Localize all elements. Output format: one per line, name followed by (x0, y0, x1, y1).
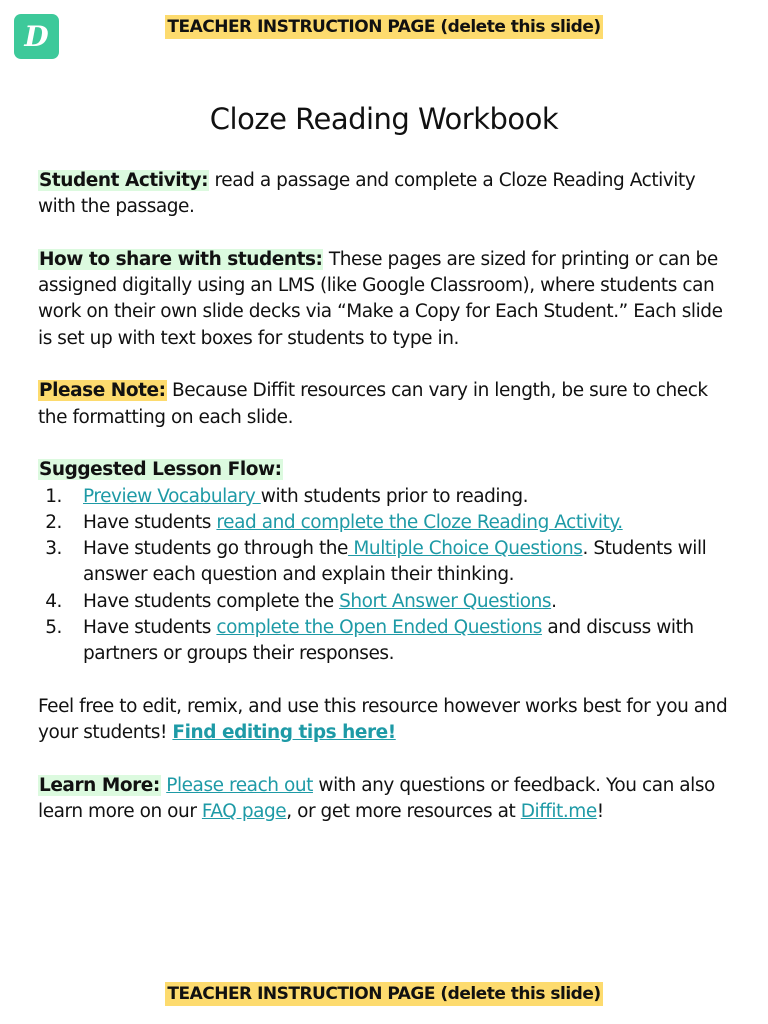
lesson-flow-list (38, 484, 738, 668)
list-item-text: and discuss with partners or groups their responses. (83, 617, 694, 665)
student-activity-text: read a passage and complete a Cloze Reading Activity with the passage. (38, 170, 696, 218)
list-item-number: 2. (45, 511, 62, 533)
list-item-number: 3. (45, 538, 62, 560)
list-item-text: . Students will answer each question and explain their thinking. (83, 538, 707, 586)
list-item-text: Have students complete the (83, 590, 340, 612)
list-item-number: 1. (45, 485, 62, 507)
page-title: Cloze Reading Workbook (209, 102, 559, 136)
lesson-flow-label: Suggested Lesson Flow: (39, 459, 282, 481)
multiple-choice-link[interactable]: Multiple Choice Questions (347, 538, 583, 560)
learn-more-text: , or get more resources at (286, 801, 521, 823)
preview-vocabulary-link[interactable]: Preview Vocabulary (83, 485, 261, 507)
list-item-number: 4. (45, 590, 62, 612)
list-item-text: . (551, 590, 557, 612)
list-item-text: Have students (83, 617, 217, 639)
list-item (38, 484, 738, 510)
learn-more-paragraph (38, 773, 738, 826)
open-ended-link[interactable]: complete the Open Ended Questions (216, 617, 542, 639)
list-item (38, 536, 738, 589)
note-text: Because Diffit resources can vary in length, be sure to check the formatting on each slide. (38, 380, 708, 428)
instructions-body (38, 168, 738, 852)
share-text: These pages are sized for printing or can be assigned digitally using an LMS (like Google Classroom), where students can work on their own slide decks via “Make a Copy for Each Student.” Each slide is set up with text boxes for students to type in. (38, 248, 723, 349)
student-activity-paragraph (38, 168, 738, 221)
share-label: How to share with students: (39, 248, 323, 270)
short-answer-link[interactable]: Short Answer Questions (339, 590, 552, 612)
edit-text: Feel free to edit, remix, and use this resource however works best for you and your students! (38, 695, 728, 744)
list-item-number: 5. (45, 617, 62, 639)
diffit-link[interactable]: Diffit.me (520, 801, 597, 823)
share-paragraph (38, 247, 738, 352)
list-item (38, 589, 738, 615)
note-paragraph (38, 378, 738, 431)
note-label: Please Note: (39, 380, 166, 402)
learn-more-label: Learn More: (39, 774, 160, 796)
list-item-text: Have students (83, 511, 217, 533)
logo-letter: D (24, 19, 49, 53)
cloze-activity-link[interactable]: read and complete the Cloze Reading Activity. (216, 511, 623, 533)
editing-tips-link[interactable]: Find editing tips here! (172, 722, 396, 744)
learn-more-text: ! (596, 801, 604, 823)
bottom-banner (0, 982, 768, 1006)
list-item-text: with students prior to reading. (260, 485, 529, 507)
edit-paragraph (38, 694, 738, 747)
bottom-banner-text: TEACHER INSTRUCTION PAGE (delete this slide) (167, 984, 601, 1004)
reach-out-link[interactable]: Please reach out (166, 774, 313, 796)
list-item-text: Have students go through the (83, 538, 348, 560)
lesson-flow-heading (38, 457, 738, 483)
top-banner-text: TEACHER INSTRUCTION PAGE (delete this slide) (167, 17, 601, 37)
faq-link[interactable]: FAQ page (201, 801, 287, 823)
student-activity-label: Student Activity: (39, 170, 209, 191)
learn-more-text: with any questions or feedback. You can also learn more on our (38, 774, 715, 823)
list-item (38, 510, 738, 536)
top-banner (0, 15, 768, 39)
list-item (38, 615, 738, 668)
